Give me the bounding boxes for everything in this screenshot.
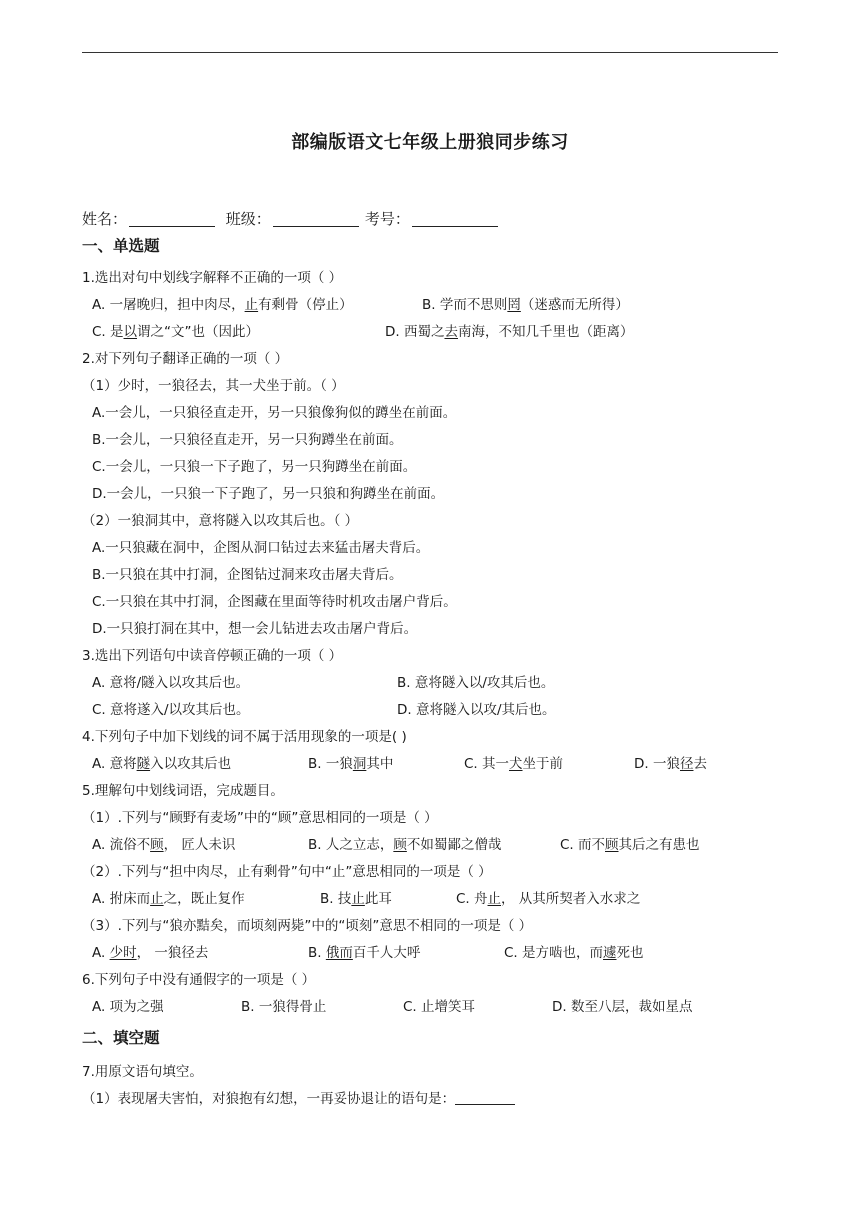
- class-blank[interactable]: [273, 210, 359, 227]
- question-4-option-a[interactable]: A. 意将隧入以攻其后也: [92, 756, 232, 772]
- question-5-2-option-a[interactable]: A. 拊床而止之，既止复作: [92, 891, 245, 907]
- question-3-option-c[interactable]: C. 意将遂入/以攻其后也。: [92, 702, 250, 718]
- question-1-option-c[interactable]: C. 是以谓之“文”也（因此）: [92, 324, 260, 340]
- section-heading-fill-in: 二、填空题: [82, 1029, 160, 1047]
- question-1-option-d[interactable]: D. 西蜀之去南海，不知几千里也（距离）: [385, 324, 634, 340]
- number-blank[interactable]: [412, 210, 498, 227]
- question-3-stem: 3.选出下列语句中读音停顿正确的一项（ ）: [82, 648, 343, 664]
- question-2-sub-1: （1）少时，一狼径去，其一犬坐于前。（ ）: [82, 378, 345, 394]
- question-1-stem: 1.选出对句中划线字解释不正确的一项（ ）: [82, 270, 343, 286]
- question-3-option-d[interactable]: D. 意将隧入以攻/其后也。: [397, 702, 556, 718]
- student-info-row: [82, 208, 504, 229]
- header-rule: [82, 52, 778, 53]
- question-5-3-option-a[interactable]: A. 少时， 一狼径去: [92, 945, 209, 961]
- question-6-option-a[interactable]: A. 项为之强: [92, 999, 164, 1015]
- question-7-sub-1: （1）表现屠夫害怕，对狼抱有幻想，一再妥协退让的语句是：: [82, 1089, 515, 1109]
- question-6-option-d[interactable]: D. 数至八层，裁如星点: [552, 999, 693, 1015]
- question-2-1-option-a[interactable]: A.一会儿，一只狼径直走开，另一只狼像狗似的蹲坐在前面。: [92, 405, 457, 421]
- question-3-option-b[interactable]: B. 意将隧入以/攻其后也。: [397, 675, 555, 691]
- question-5-sub-1: （1）.下列与“顾野有麦场”中的“顾”意思相同的一项是（ ）: [82, 810, 438, 826]
- question-4-option-d[interactable]: D. 一狼径去: [634, 756, 707, 772]
- number-label: 考号：: [364, 210, 410, 228]
- question-4-option-b[interactable]: B. 一狼洞其中: [308, 756, 394, 772]
- question-5-1-option-c[interactable]: C. 而不顾其后之有患也: [560, 837, 700, 853]
- question-2-2-option-b[interactable]: B.一只狼在其中打洞，企图钻过洞来攻击屠夫背后。: [92, 567, 403, 583]
- question-2-2-option-c[interactable]: C.一只狼在其中打洞，企图藏在里面等待时机攻击屠户背后。: [92, 594, 457, 610]
- question-6-option-c[interactable]: C. 止增笑耳: [403, 999, 476, 1015]
- question-1-option-a[interactable]: A. 一屠晚归，担中肉尽，止有剩骨（停止）: [92, 297, 353, 313]
- question-2-stem: 2.对下列句子翻译正确的一项（ ）: [82, 351, 289, 367]
- question-4-option-c[interactable]: C. 其一犬坐于前: [464, 756, 564, 772]
- question-5-sub-2: （2）.下列与“担中肉尽，止有剩骨”句中“止”意思相同的一项是（ ）: [82, 864, 492, 880]
- question-5-stem: 5.理解句中划线词语，完成题目。: [82, 783, 284, 799]
- name-label: 姓名：: [82, 210, 128, 228]
- question-5-1-option-a[interactable]: A. 流俗不顾， 匠人未识: [92, 837, 236, 853]
- question-6-option-b[interactable]: B. 一狼得骨止: [241, 999, 327, 1015]
- question-2-1-option-b[interactable]: B.一会儿，一只狼径直走开，另一只狗蹲坐在前面。: [92, 432, 403, 448]
- question-2-2-option-d[interactable]: D.一只狼打洞在其中，想一会儿钻进去攻击屠户背后。: [92, 621, 418, 637]
- question-4-stem: 4.下列句子中加下划线的词不属于活用现象的一项是( ): [82, 729, 407, 745]
- question-7-stem: 7.用原文语句填空。: [82, 1064, 203, 1080]
- section-heading-single-choice: 一、单选题: [82, 237, 160, 255]
- question-3-option-a[interactable]: A. 意将/隧入以攻其后也。: [92, 675, 250, 691]
- page-title: 部编版语文七年级上册狼同步练习: [291, 132, 569, 153]
- question-5-3-option-c[interactable]: C. 是方啮也，而遽死也: [504, 945, 644, 961]
- question-5-2-option-b[interactable]: B. 技止此耳: [320, 891, 392, 907]
- question-5-2-option-c[interactable]: C. 舟止， 从其所契者入水求之: [456, 891, 641, 907]
- class-label: 班级：: [225, 210, 271, 228]
- question-5-1-option-b[interactable]: B. 人之立志，顾不如蜀鄙之僧哉: [308, 837, 502, 853]
- question-7-1-answer-blank[interactable]: [455, 1090, 515, 1105]
- question-2-2-option-a[interactable]: A.一只狼藏在洞中，企图从洞口钻过去来猛击屠夫背后。: [92, 540, 430, 556]
- question-2-1-option-c[interactable]: C.一会儿，一只狼一下子跑了，另一只狗蹲坐在前面。: [92, 459, 417, 475]
- question-5-3-option-b[interactable]: B. 俄而百千人大呼: [308, 945, 421, 961]
- question-6-stem: 6.下列句子中没有通假字的一项是（ ）: [82, 972, 316, 988]
- question-5-sub-3: （3）.下列与“狼亦黠矣，而顷刻两毙”中的“顷刻”意思不相同的一项是（ ）: [82, 918, 533, 934]
- question-1-option-b[interactable]: B. 学而不思则罔（迷惑而无所得）: [422, 297, 629, 313]
- question-2-1-option-d[interactable]: D.一会儿，一只狼一下子跑了，另一只狼和狗蹲坐在前面。: [92, 486, 445, 502]
- question-2-sub-2: （2）一狼洞其中，意将隧入以攻其后也。（ ）: [82, 513, 359, 529]
- name-blank[interactable]: [129, 210, 215, 227]
